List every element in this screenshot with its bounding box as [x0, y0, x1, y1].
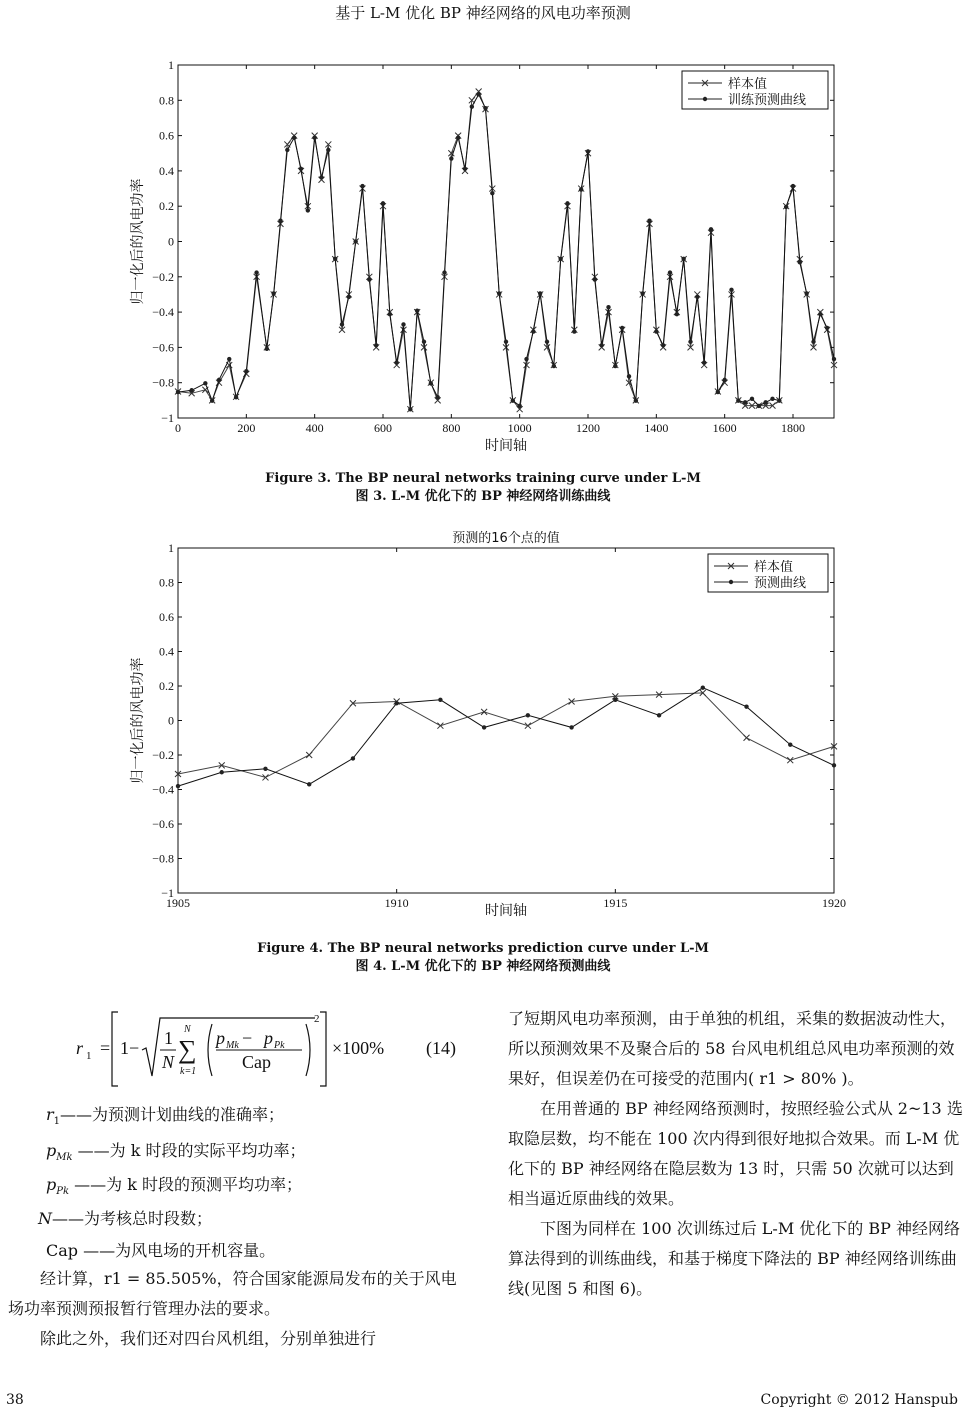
data-point [586, 149, 590, 153]
data-point [526, 713, 530, 717]
definition-cap: Cap ——为风电场的开机容量。 [46, 1241, 276, 1260]
data-point [729, 288, 733, 292]
data-point [722, 378, 726, 382]
data-point [299, 167, 303, 171]
formula-times: ×100% [332, 1038, 385, 1058]
legend-marker [703, 97, 707, 101]
data-point [278, 218, 282, 222]
data-point [292, 136, 296, 140]
formula-frac-den: N [162, 1052, 175, 1072]
data-point [709, 227, 713, 231]
formula-lhs: r [76, 1038, 84, 1058]
y-tick-label: 1 [168, 541, 174, 555]
data-point [777, 399, 781, 403]
data-point [456, 136, 460, 140]
legend-label: 样本值 [754, 560, 794, 575]
definition-ppk: $p_{Pk}$ ——为 k 时段的预测平均功率； [46, 1175, 303, 1198]
data-point [203, 381, 207, 385]
data-point [593, 277, 597, 281]
data-point [210, 399, 214, 403]
data-point [470, 104, 474, 108]
y-tick-label: 0 [168, 234, 174, 249]
formula-number: (14) [426, 1038, 456, 1058]
data-point [234, 395, 238, 399]
left-column-text [8, 1264, 464, 1354]
data-point [490, 191, 494, 195]
data-point [227, 357, 231, 361]
legend-label: 预测曲线 [754, 576, 807, 591]
data-point [340, 322, 344, 326]
x-axis-label: 时间轴 [485, 903, 527, 919]
data-point [750, 397, 754, 401]
data-point [463, 167, 467, 171]
data-point [531, 329, 535, 333]
x-tick-label: 0 [175, 421, 181, 435]
data-point [476, 92, 480, 96]
data-point [552, 364, 556, 368]
formula-eq: = [100, 1038, 111, 1058]
data-point [613, 698, 617, 702]
data-point [319, 175, 323, 179]
formula-minus: − [242, 1028, 253, 1048]
x-axis-label: 时间轴 [485, 438, 527, 454]
paragraph: 了短期风电功率预测，由于单独的机组，采集的数据波动性大，所以预测效果不及聚合后的 58 台风电机组总风电功率预测的效果好，但误差仍在可接受的范围内( r1 > 80% )。 [508, 1009, 957, 1088]
data-point [374, 343, 378, 347]
figure-4-caption-zh: 图 4. L-M 优化下的 BP 神经网络预测曲线 [355, 959, 611, 974]
x-tick-label: 1910 [384, 896, 409, 910]
data-point [220, 770, 224, 774]
definition-pmk: $p_{Mk}$ ——为 k 时段的实际平均功率； [46, 1141, 306, 1164]
formula-frac-num: 1 [164, 1028, 173, 1048]
data-point [263, 767, 267, 771]
y-tick-label: −0.2 [152, 748, 174, 762]
page-number: 38 [6, 1392, 24, 1408]
data-point [497, 291, 501, 295]
data-point [811, 340, 815, 344]
y-tick-label: 0.2 [159, 679, 174, 693]
data-point [825, 326, 829, 330]
data-point [306, 208, 310, 212]
data-point [347, 295, 351, 299]
plot-frame [178, 548, 834, 893]
data-point [579, 187, 583, 191]
x-tick-label: 600 [374, 421, 392, 435]
data-point [394, 360, 398, 364]
y-tick-label: 0 [168, 713, 174, 728]
formula-power: 2 [314, 1013, 320, 1025]
data-point [818, 312, 822, 316]
y-axis-label: 归一化后的风电功率 [130, 657, 146, 784]
y-tick-label: −0.4 [152, 305, 174, 320]
x-tick-label: 1800 [781, 421, 805, 435]
data-point [743, 400, 747, 404]
data-point [271, 291, 275, 295]
data-point [798, 260, 802, 264]
data-point [312, 136, 316, 140]
formula-p-mk: p [216, 1028, 225, 1048]
y-tick-label: 0.4 [159, 163, 174, 178]
data-point [681, 257, 685, 261]
running-header: 基于 L-M 优化 BP 神经网络的风电功率预测 [335, 4, 631, 22]
data-point [572, 329, 576, 333]
data-point [668, 270, 672, 274]
data-point [832, 357, 836, 361]
data-point [606, 305, 610, 309]
data-point [326, 148, 330, 152]
data-point [832, 763, 836, 767]
data-point [701, 686, 705, 690]
formula-sum-sign: ∑ [178, 1035, 197, 1064]
data-point [770, 397, 774, 401]
data-point [657, 713, 661, 717]
data-point [545, 340, 549, 344]
x-tick-label: 1915 [603, 896, 628, 910]
x-tick-label: 1000 [507, 421, 532, 435]
x-tick-label: 1600 [712, 421, 737, 435]
data-point [538, 291, 542, 295]
figure-4-caption-en: Figure 4. The BP neural networks prediction curve under L-M [257, 941, 709, 956]
data-point [254, 270, 258, 274]
legend-label: 训练预测曲线 [728, 93, 807, 108]
data-point [415, 308, 419, 312]
paragraph: 下图为同样在 100 次训练过后 L-M 优化下的 BP 神经网络算法得到的训练曲线，和基于梯度下降法的 BP 神经网络训练曲线(见图 5 和图 6)。 [508, 1219, 960, 1298]
y-tick-label: −0.4 [152, 782, 174, 797]
x-tick-label: 1905 [166, 896, 190, 910]
data-point [675, 312, 679, 316]
data-point [565, 201, 569, 205]
formula-p-pk-sub: Pk [274, 1040, 285, 1051]
data-point [791, 184, 795, 188]
data-point [176, 390, 180, 394]
y-tick-label: −1 [161, 411, 174, 425]
data-point [647, 218, 651, 222]
data-point [353, 239, 357, 243]
y-tick-label: 0.6 [159, 128, 174, 143]
definition-r1: $r_1——$为预测计划曲线的准确率； [46, 1105, 285, 1128]
x-tick-label: 200 [237, 421, 256, 435]
definition-n: N——为考核总时段数； [38, 1209, 213, 1228]
data-point [189, 388, 193, 392]
y-tick-label: 0.4 [159, 644, 174, 659]
data-point [504, 340, 508, 344]
data-point [388, 312, 392, 316]
y-tick-label: 1 [168, 58, 174, 72]
data-point [307, 782, 311, 786]
data-point [569, 725, 573, 729]
x-tick-label: 800 [442, 421, 461, 435]
data-point [285, 148, 289, 152]
data-point [401, 322, 405, 326]
data-point [788, 742, 792, 746]
data-point [558, 257, 562, 261]
chart-title: 预测的16个点的值 [452, 531, 560, 546]
paragraph: 在用普通的 BP 神经网络预测时，按照经验公式从 2~13 选取隐层数，均不能在 100 次内得到很好地拟合效果。而 L-M 优化下的 BP 神经网络在隐层数为 13 时，只需 50 次就可以达到相当逼近原曲线的效果。 [508, 1099, 963, 1208]
x-tick-label: 1200 [576, 421, 600, 435]
data-point [422, 340, 426, 344]
legend-label: 样本值 [728, 77, 768, 92]
y-tick-label: 0.2 [159, 199, 174, 214]
data-point [654, 329, 658, 333]
x-tick-label: 1920 [822, 896, 846, 910]
figure-4-prediction-chart [120, 528, 846, 928]
y-tick-label: −0.8 [152, 851, 174, 866]
figure-3-training-chart [120, 50, 840, 460]
formula-p-mk-sub: Mk [226, 1040, 239, 1051]
y-tick-label: −1 [161, 886, 174, 900]
y-tick-label: −0.2 [152, 269, 174, 284]
paragraph: 除此之外，我们还对四台风机组，分别单独进行 [40, 1329, 377, 1348]
y-tick-label: −0.8 [152, 375, 174, 390]
data-point [613, 364, 617, 368]
legend-marker [729, 580, 733, 584]
right-column-text [508, 1004, 966, 1304]
data-point [381, 201, 385, 205]
data-point [482, 725, 486, 729]
y-tick-label: 0.8 [159, 93, 174, 108]
x-tick-label: 400 [305, 421, 324, 435]
data-point [217, 378, 221, 382]
data-point [599, 343, 603, 347]
data-point [265, 347, 269, 351]
data-point [449, 156, 453, 160]
data-point [360, 184, 364, 188]
data-point [695, 295, 699, 299]
figure-3-caption-zh: 图 3. L-M 优化下的 BP 神经网络训练曲线 [355, 489, 611, 504]
data-point [408, 407, 412, 411]
data-point [640, 291, 644, 295]
data-point [716, 390, 720, 394]
data-point [394, 701, 398, 705]
y-tick-label: 0.8 [159, 575, 174, 590]
y-tick-label: 0.6 [159, 610, 174, 624]
data-point [176, 784, 180, 788]
copyright: Copyright © 2012 Hanspub [760, 1392, 958, 1408]
data-point [757, 404, 761, 408]
formula-p-pk: p [264, 1028, 273, 1048]
paragraph: 经计算，r1 = 85.505%，符合国家能源局发布的关于风电场功率预测预报暂行管理办法的要求。 [8, 1269, 457, 1318]
data-point [784, 205, 788, 209]
data-point [661, 343, 665, 347]
data-point [435, 395, 439, 399]
data-point [367, 277, 371, 281]
y-axis-label: 归一化后的风电功率 [130, 178, 146, 305]
data-point [688, 340, 692, 344]
data-point [702, 360, 706, 364]
data-point [524, 357, 528, 361]
data-point [736, 399, 740, 403]
data-point [483, 106, 487, 110]
data-point [511, 399, 515, 403]
data-point [517, 404, 521, 408]
y-tick-label: −0.6 [152, 817, 174, 831]
y-tick-label: −0.6 [152, 340, 174, 355]
data-point [442, 270, 446, 274]
formula-sum-top: N [184, 1024, 191, 1035]
formula-one-minus: 1− [120, 1038, 140, 1058]
data-point [333, 257, 337, 261]
data-point [429, 381, 433, 385]
data-point [763, 400, 767, 404]
formula-lhs-sub: 1 [86, 1050, 92, 1062]
data-point [627, 374, 631, 378]
x-tick-label: 1400 [644, 421, 669, 435]
figure-3-caption-en: Figure 3. The BP neural networks training curve under L-M [265, 471, 701, 486]
data-point [351, 756, 355, 760]
formula-cap: Cap [242, 1052, 271, 1072]
data-point [804, 291, 808, 295]
data-point [244, 369, 248, 373]
data-point [620, 326, 624, 330]
data-point [438, 698, 442, 702]
formula-sum-bottom: k=1 [180, 1066, 197, 1077]
data-point [634, 399, 638, 403]
formula-14 [70, 1006, 470, 1096]
data-point [744, 705, 748, 709]
